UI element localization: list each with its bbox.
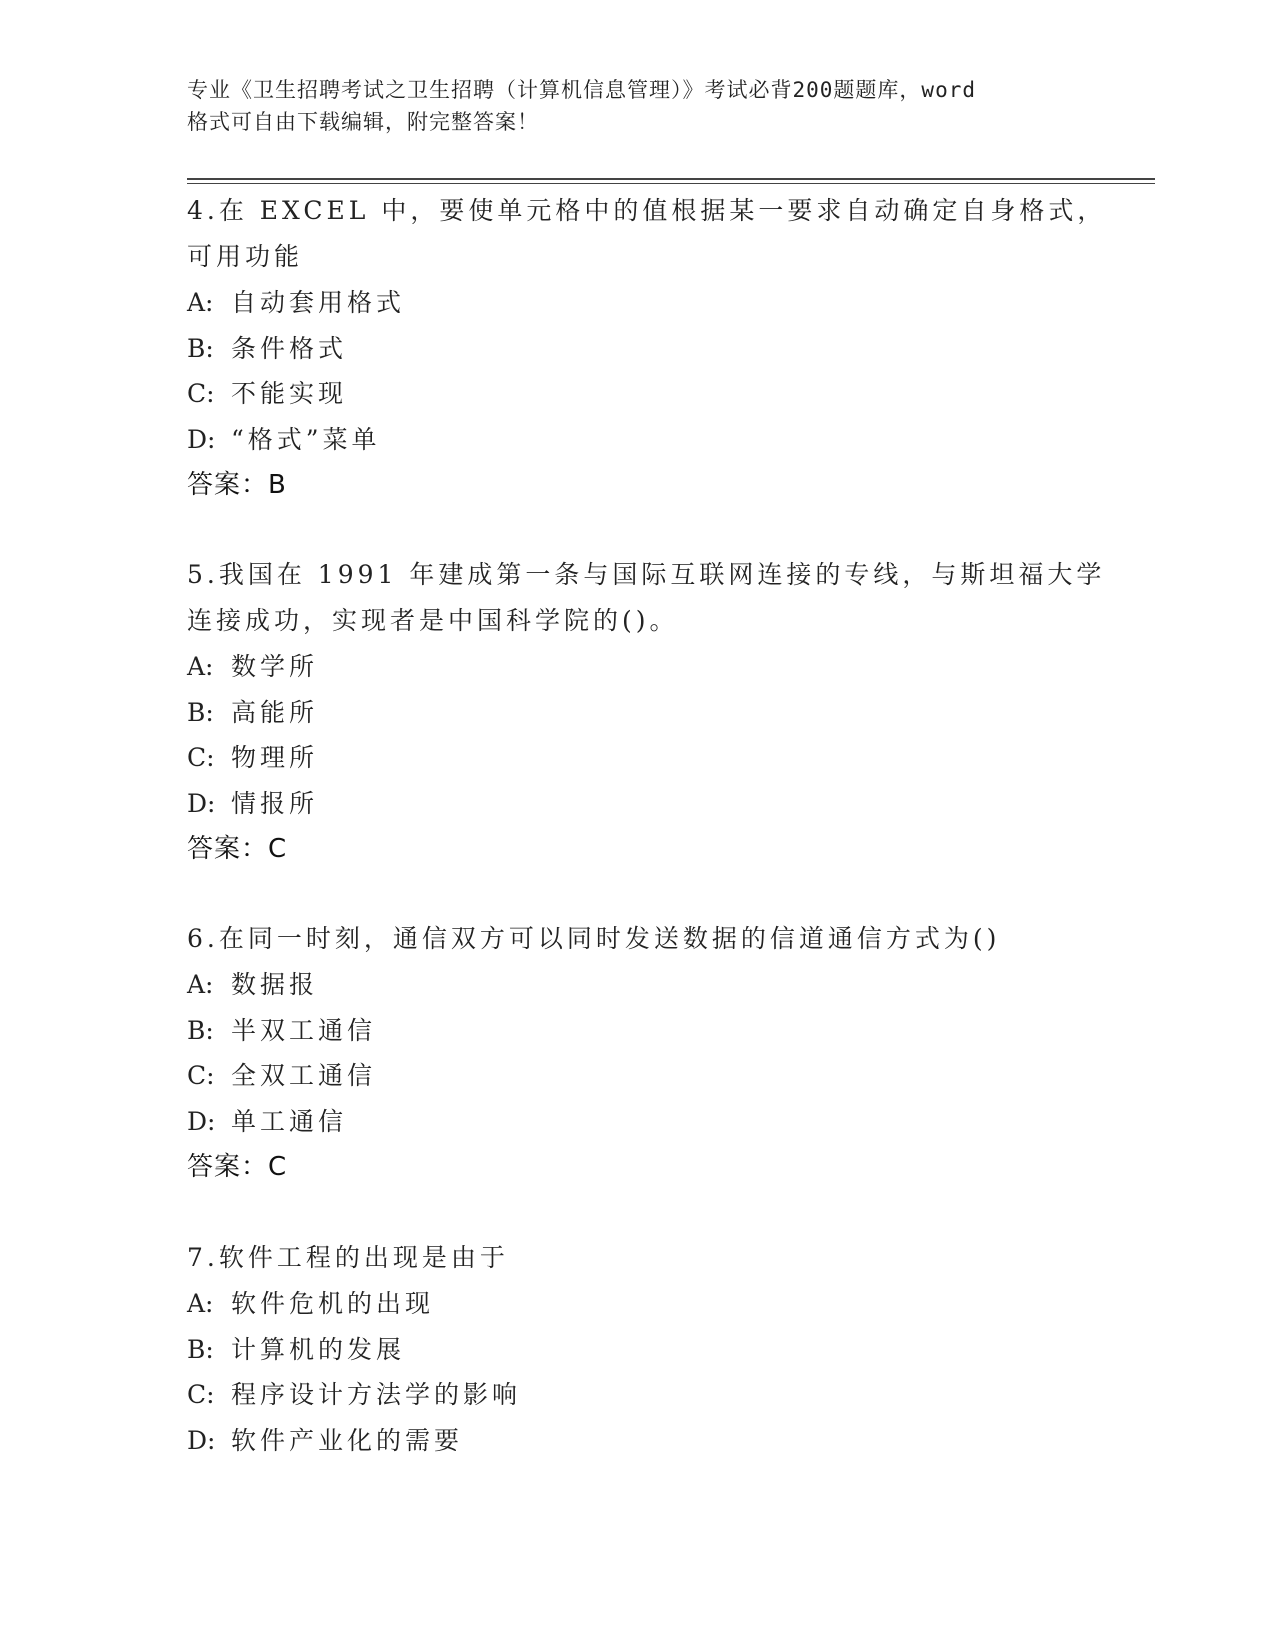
question-7 — [187, 1235, 1087, 1463]
header-divider — [187, 178, 1155, 184]
option-a — [187, 962, 1087, 1008]
answer-line: 答案：C — [187, 834, 288, 864]
option-b — [187, 690, 1087, 736]
option-c — [187, 1372, 1087, 1418]
option-d — [187, 1418, 1087, 1464]
option-text: “格式”菜单 — [231, 424, 381, 454]
option-text: 半双工通信 — [231, 1015, 377, 1045]
option-b — [187, 1327, 1087, 1373]
option-d — [187, 781, 1087, 827]
option-d — [187, 1099, 1087, 1145]
option-key: C: — [187, 379, 215, 408]
option-text: 软件危机的出现 — [231, 1289, 435, 1318]
option-key: D: — [187, 788, 216, 818]
option-text: 单工通信 — [231, 1106, 348, 1136]
option-a — [187, 280, 1087, 326]
option-text: 情报所 — [231, 788, 319, 818]
option-text: 物理所 — [231, 743, 319, 772]
option-key: B: — [187, 697, 214, 727]
option-key: C: — [187, 1061, 215, 1090]
option-text: 全双工通信 — [231, 1061, 377, 1090]
option-key: D: — [187, 1106, 216, 1136]
option-c — [187, 371, 1087, 417]
question-text-line: 6.在同一时刻，通信双方可以同时发送数据的信道通信方式为() — [187, 924, 1001, 953]
header-line-2: 格式可自由下载编辑，附完整答案！ — [187, 110, 539, 134]
option-key: A: — [187, 652, 214, 681]
option-text: 程序设计方法学的影响 — [231, 1380, 522, 1409]
option-text: 数学所 — [231, 652, 319, 681]
option-c — [187, 735, 1087, 781]
option-text: 自动套用格式 — [231, 288, 406, 317]
question-text-line: 5.我国在 1991 年建成第一条与国际互联网连接的专线，与斯坦福大学 — [187, 560, 1106, 589]
option-a — [187, 644, 1087, 690]
option-d — [187, 417, 1087, 463]
option-text: 软件产业化的需要 — [231, 1425, 464, 1455]
question-text-line: 可用功能 — [187, 242, 304, 271]
option-key: D: — [187, 1425, 216, 1455]
option-c — [187, 1053, 1087, 1099]
question-6 — [187, 916, 1087, 1190]
option-key: A: — [187, 970, 214, 999]
option-text: 高能所 — [231, 697, 319, 727]
option-b — [187, 1008, 1087, 1054]
option-key: C: — [187, 743, 215, 772]
question-5 — [187, 552, 1106, 872]
option-key: B: — [187, 1015, 214, 1045]
question-text-line: 连接成功，实现者是中国科学院的()。 — [187, 606, 679, 635]
question-text-line: 4.在 EXCEL 中，要使单元格中的值根据某一要求自动确定自身格式， — [187, 196, 1107, 225]
option-key: D: — [187, 424, 216, 454]
option-text: 计算机的发展 — [231, 1334, 406, 1364]
option-b — [187, 326, 1087, 372]
header-line-1: 专业《卫生招聘考试之卫生招聘（计算机信息管理）》考试必背200题题库，word — [187, 78, 976, 102]
option-key: A: — [187, 1289, 214, 1318]
option-key: C: — [187, 1380, 215, 1409]
answer-line: 答案：C — [187, 1152, 288, 1182]
document-header — [187, 74, 1107, 138]
question-4 — [187, 188, 1107, 508]
option-key: B: — [187, 333, 214, 363]
option-a — [187, 1281, 1087, 1327]
option-key: A: — [187, 288, 214, 317]
option-key: B: — [187, 1334, 214, 1364]
question-text-line: 7.软件工程的出现是由于 — [187, 1243, 509, 1272]
option-text: 数据报 — [231, 970, 319, 999]
option-text: 条件格式 — [231, 333, 348, 363]
answer-line: 答案：B — [187, 470, 287, 500]
option-text: 不能实现 — [231, 379, 348, 408]
